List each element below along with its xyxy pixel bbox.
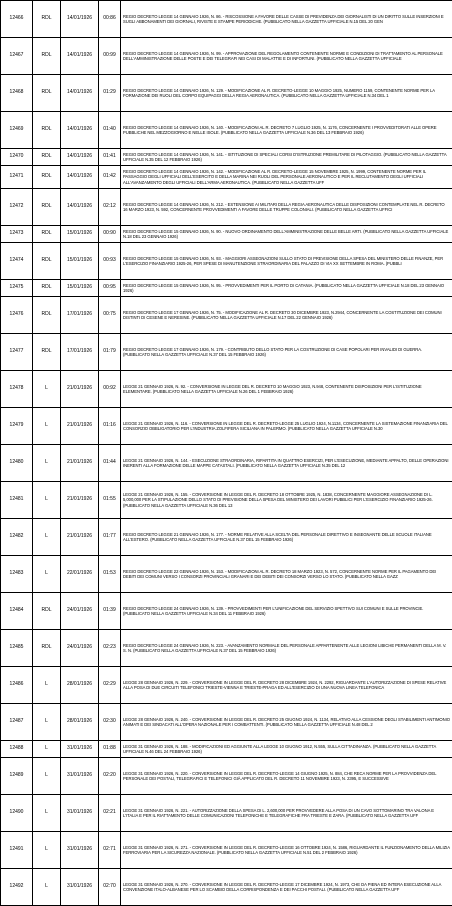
act-description: REGIO DECRETO LEGGE 14 GENNAIO 1926, N. 86. - RISCOSSIONE A FAVORE DELLE CASSE DI PREVIDENZA DEI GIORNALISTI DI UN DIRITTO SULLE INSERZIONI E SUGLI ABBONAMENTI DEI GIORNALI, RIVISTE E STAMPE PERIODICHE. (PUBBLICATO NELLA GAZZETTA UFFICIALE N.15 DEL 20 GEN (121, 1, 452, 38)
act-type: L (33, 408, 61, 445)
act-date: 24/01/1926 (61, 630, 99, 667)
row-number: 12483 (1, 556, 33, 593)
act-type: RDL (33, 38, 61, 75)
act-date: 21/01/1926 (61, 519, 99, 556)
act-type: L (33, 556, 61, 593)
act-page: 02:21 (99, 795, 121, 832)
act-page: 02:29 (99, 667, 121, 704)
act-page: 02:23 (99, 630, 121, 667)
table-row (1, 758, 452, 795)
table-row (1, 832, 452, 869)
table-row (1, 334, 452, 371)
act-page: 01:16 (99, 408, 121, 445)
act-date: 14/01/1926 (61, 149, 99, 166)
act-description: REGIO DECRETO LEGGE 15 GENNAIO 1926, N. 93. - MAGGIORI ASSEGNAZIONI SULLO STATO DI PREVISIONE DELLA SPESA DEL MINISTERO DELLE FINANZE, PER L'ESERCIZIO FINANZIARIO 1925-26, PER SPESE DI MANUTENZIONE STRAORDINARIA DEL PALAZZO DI VIA XX SETTEMBRE IN ROMA. (PUBBLI (121, 243, 452, 280)
act-description: LEGGE 21 GENNAIO 1926, N. 116. - CONVERSIONE IN LEGGE DEL R. DECRETO-LEGGE 25 LUGLIO 1924, N.1134, CONCERNENTE LA SISTEMAZIONE FINANZIARIA DEL CONSORZIO OBBLIGATORIO PER L'INDUSTRIA ZOLFIFERA SICILIANA IN PALERMO. (PUBBLICATO NELLA GAZZETTA UFFICIALE N.30 (121, 408, 452, 445)
row-number: 12471 (1, 166, 33, 189)
table-row (1, 371, 452, 408)
act-type: L (33, 741, 61, 758)
act-page: 00:90 (99, 226, 121, 243)
act-type: RDL (33, 297, 61, 334)
act-description: REGIO DECRETO LEGGE 14 GENNAIO 1926, N. 129. - MODIFICAZIONE AL R. DECRETO-LEGGE 10 MAGGIO 1925, NUMERO 1159, CONTENENTE NORME PER LA FORMAZIONE DEI RUOLI DEL CORPO EQUIPAGGI DELLA REGIA AERONAUTICA. (PUBBLICATO NELLA GAZZETTA UFFICIALE N.34 DEL 1 (121, 75, 452, 112)
table-row (1, 630, 452, 667)
act-date: 21/01/1926 (61, 482, 99, 519)
act-date: 31/01/1926 (61, 741, 99, 758)
act-date: 28/01/1926 (61, 704, 99, 741)
act-type: L (33, 869, 61, 906)
act-description: LEGGE 21 GENNAIO 1926, N. 144. - ESECUZIONE STRAORDINARIA, RIPARTITA IN QUATTRO ESERCIZI, PER L'ESECUZIONE, MEDIANTE APPALTO, DELLE OPERAZIONI INERENTI ALLA FORMAZIONE DELLE MAPPE CATASTALI. (PUBBLICATO NELLA GAZZETTA UFFICIALE N.35 DEL 12 (121, 445, 452, 482)
act-type: RDL (33, 166, 61, 189)
act-date: 28/01/1926 (61, 667, 99, 704)
act-page: 01:77 (99, 519, 121, 556)
act-page: 01:41 (99, 149, 121, 166)
table-row (1, 445, 452, 482)
act-date: 14/01/1926 (61, 75, 99, 112)
row-number: 12491 (1, 832, 33, 869)
act-type: RDL (33, 226, 61, 243)
act-type: L (33, 832, 61, 869)
act-type: L (33, 704, 61, 741)
act-date: 21/01/1926 (61, 408, 99, 445)
row-number: 12470 (1, 149, 33, 166)
act-page: 02:70 (99, 869, 121, 906)
table-row (1, 38, 452, 75)
row-number: 12488 (1, 741, 33, 758)
row-number: 12482 (1, 519, 33, 556)
row-number: 12480 (1, 445, 33, 482)
row-number: 12474 (1, 243, 33, 280)
table-body (1, 1, 452, 906)
table-row (1, 189, 452, 226)
act-type: RDL (33, 1, 61, 38)
act-page: 01:44 (99, 445, 121, 482)
act-date: 14/01/1926 (61, 112, 99, 149)
act-description: LEGGE 31 GENNAIO 1926, N. 220. - CONVERSIONE IN LEGGE DEL R. DECRETO-LEGGE 14 GIUGNO 1925, N. 884, CHE RECA NORME PER LA PROVVIDENZA DEL PERSONALE DEI POSTALI, TELEGRAFICI E TELEFONICI GIÀ APPLICATO DEL R. DECRETO 11 NOVEMBRE 1923, N. 2395, E SUCCESSIVE (121, 758, 452, 795)
act-date: 21/01/1926 (61, 371, 99, 408)
table-row (1, 795, 452, 832)
act-page: 01:40 (99, 112, 121, 149)
act-type: RDL (33, 280, 61, 297)
row-number: 12475 (1, 280, 33, 297)
act-description: REGIO DECRETO LEGGE 17 GENNAIO 1926, N. 75. - MODIFICAZIONE AL R. DECRETO 30 DICEMBRE 1923, N.2944, CONCERNENTE LA COSTITUZIONE DEI COMUNI DISTINTI DI CESENE E NERESINE. (PUBBLICATO NELLA GAZZETTA UFFICIALE N.17 DEL 22 GENNAIO 1926) (121, 297, 452, 334)
table-row (1, 869, 452, 906)
row-number: 12466 (1, 1, 33, 38)
act-page: 01:88 (99, 741, 121, 758)
row-number: 12484 (1, 593, 33, 630)
act-type: RDL (33, 75, 61, 112)
act-type: RDL (33, 189, 61, 226)
act-description: REGIO DECRETO LEGGE 14 GENNAIO 1926, N. 140. - MODIFICAZIONI AL R. DECRETO 7 LUGLIO 1925, N. 1176, CONCERNENTE I PROVVEDITORATI ALLE OPERE PUBBLICHE NEL MEZZOGIORNO E NELLE ISOLE. (PUBBLICATO NELLA GAZZETTA UFFICIALE N.36 DEL 13 FEBBRAIO 1926) (121, 112, 452, 149)
row-number: 12492 (1, 869, 33, 906)
act-date: 21/01/1926 (61, 445, 99, 482)
row-number: 12468 (1, 75, 33, 112)
act-type: L (33, 667, 61, 704)
act-date: 14/01/1926 (61, 166, 99, 189)
row-number: 12477 (1, 334, 33, 371)
row-number: 12486 (1, 667, 33, 704)
act-description: REGIO DECRETO LEGGE 24 GENNAIO 1926, N. 139. - PROVVEDIMENTI PER L'UNIFICAZIONE DEL SERVIZIO SPETTIVO SUI COMUNI E SULLE PROVINCIE. (PUBBLICATO NELLA GAZZETTA UFFICIALE N.34 DEL 11 FEBBRAIO 1926) (121, 593, 452, 630)
row-number: 12479 (1, 408, 33, 445)
table-row (1, 556, 452, 593)
act-description: REGIO DECRETO LEGGE 15 GENNAIO 1926, N. 90. - NUOVO ORDINAMENTO DELL'AMMINISTRAZIONE DELLE BELLE ARTI. (PUBBLICATO NELLA GAZZETTA UFFICIALE N.18 DEL 23 GENNAIO 1926) (121, 226, 452, 243)
act-page: 00:99 (99, 38, 121, 75)
table-row (1, 408, 452, 445)
row-number: 12473 (1, 226, 33, 243)
table-row (1, 280, 452, 297)
act-description: LEGGE 28 GENNAIO 1926, N. 240. - CONVERSIONE IN LEGGE DEL R. DECRETO 25 GIUGNO 1924, N. 1134, RELATIVO ALLA CESSIONE DEGLI STABILIMENTI ANTIMONIO ANIMATI E DEI SINDACATI ALL'OPERA NAZIONALE PER I COMBATTENTI. (PUBBLICATO NELLA GAZZETTA UFFICIALE N.48 DEL 2 (121, 704, 452, 741)
act-date: 31/01/1926 (61, 869, 99, 906)
act-date: 14/01/1926 (61, 189, 99, 226)
act-description: LEGGE 28 GENNAIO 1926, N. 229. - CONVERSIONE IN LEGGE DEL R. DECRETO 28 DICEMBRE 1924, N. 2292, RIGUARDANTE L'AUTORIZZAZIONE DI SPESE RELATIVE ALLA POSA DI DUE CIRCUITI TELEFONICI TRIESTE-VIENNA E TRIESTE-PRAGA ED ALL'ESERCIZIO DI UNA NUOVA LINEA TELEFONICA (121, 667, 452, 704)
act-date: 14/01/1926 (61, 38, 99, 75)
act-page: 02:12 (99, 189, 121, 226)
act-date: 15/01/1926 (61, 280, 99, 297)
act-page: 01:29 (99, 75, 121, 112)
act-description: REGIO DECRETO LEGGE 14 GENNAIO 1926, N. 142. - MODIFICAZIONE AL R. DECRETO-LEGGE 15 NOVEMBRE 1925, N. 1999, CONTENENTE NORME PER IL PASSAGGIO DEGLI UFFICIALI DELL'ESERCITO E DELLA MARINA NEI RUOLI DEL PERSONALE AERONAUTICO E PER IL RECLUTAMENTO DEGLI UFFICIALI ALL'AVANZAMENTO DEGLI UFFICIALI DELL'ARMA AERONAUTICA. (PUBBLICATO NELLA GAZZETTA UFF (121, 166, 452, 189)
row-number: 12478 (1, 371, 33, 408)
table-row (1, 1, 452, 38)
act-type: RDL (33, 243, 61, 280)
act-description: LEGGE 31 GENNAIO 1926, N. 221. - AUTORIZZAZIONE DELLA SPESA DI L. 2,600,000 PER PROVVEDERE ALLA POSA DI UN CAVO SOTTOMARINO TRA VALONA E L'ITALIA E PER IL RIATTAMENTO DELLE COMUNICAZIONI TELEFONICHE E TELEGRAFICHE FRA TRIESTE E ZARA. (PUBBLICATO NELLA GAZZETTA UFF (121, 795, 452, 832)
table-row (1, 166, 452, 189)
act-description: REGIO DECRETO LEGGE 14 GENNAIO 1926, N. 212. - ESTENSIONE AI MILITARI DELLA REGIA AERONAUTICA DELLE DISPOSIZIONI CONTEMPLATE NEL R. DECRETO 16 MARZO 1923, N. 592, CONCERNENTE PROVVEDIMENTI A FAVORE DELLE TRUPPE COLONIALI. (PUBBLICATO NELLA GAZZETTA UFFICI (121, 189, 452, 226)
row-number: 12481 (1, 482, 33, 519)
table-row (1, 297, 452, 334)
act-date: 17/01/1926 (61, 297, 99, 334)
act-description: LEGGE 21 GENNAIO 1926, N. 92. - CONVERSIONE IN LEGGE DEL R. DECRETO 10 MAGGIO 1923, N.948, CONTENENTE DISPOSIZIONI PER L'ISTITUZIONE ELEMENTARE. (PUBBLICATO NELLA GAZZETTA UFFICIALE N.26 DEL 1 FEBBRAIO 1926) (121, 371, 452, 408)
act-type: L (33, 445, 61, 482)
act-page: 00:92 (99, 371, 121, 408)
act-type: L (33, 519, 61, 556)
act-page: 01:42 (99, 166, 121, 189)
table-row (1, 593, 452, 630)
act-description: LEGGE 31 GENNAIO 1926, N. 271. - CONVERSIONE IN LEGGE DEL R. DECRETO-LEGGE 16 OTTOBRE 1924, N. 1586, RIGUARDANTE IL FUNZIONAMENTO DELLA MILIZIA FERROVIARIA PER LA SICUREZZA NAZIONALE. (PUBBLICATO NELLA GAZZETTA UFFICIALE N.51 DEL 2 FEBBRAIO 1926) (121, 832, 452, 869)
row-number: 12487 (1, 704, 33, 741)
table-row (1, 243, 452, 280)
act-description: LEGGE 31 GENNAIO 1926, N. 270. - CONVERSIONE IN LEGGE DEL R. DECRETO-LEGGE 17 DICEMBRE 1924, N. 1973, CHE DA PIENA ED INTERA ESECUZIONE ALLA CONVENZIONE ITALO-ALBANESE PER LO SCAMBIO DELLA CORRISPONDENZA E DEI PACCHI POSTALI. (PUBBLICATO NELLA GAZZETTA UFF (121, 869, 452, 906)
act-date: 31/01/1926 (61, 758, 99, 795)
act-type: L (33, 795, 61, 832)
act-page: 00:86 (99, 1, 121, 38)
act-type: L (33, 758, 61, 795)
act-page: 01:55 (99, 482, 121, 519)
act-description: REGIO DECRETO LEGGE 24 GENNAIO 1926, N. 223. - AVANZAMENTO NORMALE DEL PERSONALE APPARTENENTE ALLE LEGIONI LIBICHE PERMANENTI DELLA M. V. S. N. (PUBBLICATO NELLA GAZZETTA UFFICIALE N.37 DEL 15 FEBBRAIO 1926) (121, 630, 452, 667)
table-row (1, 112, 452, 149)
table-row (1, 741, 452, 758)
act-type: RDL (33, 334, 61, 371)
table-row (1, 519, 452, 556)
act-date: 17/01/1926 (61, 334, 99, 371)
act-description: REGIO DECRETO LEGGE 15 GENNAIO 1926, N. 95. - PROVVEDIMENTI PER IL PORTO DI CATANIA. (PUBBLICATO NELLA GAZZETTA UFFICIALE N.18 DEL 23 GENNAIO 1926) (121, 280, 452, 297)
act-page: 01:79 (99, 334, 121, 371)
act-type: RDL (33, 149, 61, 166)
act-description: REGIO DECRETO LEGGE 14 GENNAIO 1926, N. 99. - APPROVAZIONE DEL REGOLAMENTO CONTENENTE NORME E CONDIZIONI DI TRATTAMENTO AL PERSONALE DELL'AMMINISTRAZIONE DELLE POSTE E DEI TELEGRAFI NEI CASI DI MALATTIE E DI INFORTUNI. (PUBBLICATO NELLA GAZZETTA UFFICIALE (121, 38, 452, 75)
act-page: 02:30 (99, 704, 121, 741)
act-page: 02:20 (99, 758, 121, 795)
row-number: 12467 (1, 38, 33, 75)
act-date: 22/01/1926 (61, 556, 99, 593)
act-type: L (33, 482, 61, 519)
act-description: REGIO DECRETO LEGGE 14 GENNAIO 1926, N. 141. - ISTITUZIONE DI SPECIALI CORSI D'ISTRUZIONE PREMILITARE DI PILOTAGGIO. (PUBBLICATO NELLA GAZZETTA UFFICIALE N.35 DEL 12 FEBBRAIO 1926) (121, 149, 452, 166)
act-page: 01:53 (99, 556, 121, 593)
act-page: 01:39 (99, 593, 121, 630)
act-date: 31/01/1926 (61, 832, 99, 869)
act-date: 15/01/1926 (61, 243, 99, 280)
act-page: 00:75 (99, 297, 121, 334)
table-row (1, 226, 452, 243)
row-number: 12485 (1, 630, 33, 667)
act-page: 00:93 (99, 243, 121, 280)
act-date: 24/01/1926 (61, 593, 99, 630)
act-description: REGIO DECRETO LEGGE 22 GENNAIO 1926, N. 153. - MODIFICAZIONI AL R. DECRETO 18 MARZO 1923, N. 572, CONCERNENTE NORME PER IL PAGAMENTO DEI DEBITI DEI COMUNI VERSO I CONSORZI PROVINCIALI GRANARI E DEI DEBITI DEI CONSORZI VERSO LO STATO. (PUBBLICATO NELLA GAZZ (121, 556, 452, 593)
act-type: RDL (33, 112, 61, 149)
act-description: LEGGE 31 GENNAIO 1926, N. 188. - MODIFICAZIONI ED AGGIUNTE ALLA LEGGE 10 GIUGNO 1912, N.555, SULLA CITTADINANZA. (PUBBLICATO NELLA GAZZETTA UFFICIALE N.46 DEL 24 FEBBRAIO 1926) (121, 741, 452, 758)
act-type: RDL (33, 630, 61, 667)
act-page: 00:95 (99, 280, 121, 297)
act-type: L (33, 371, 61, 408)
act-date: 31/01/1926 (61, 795, 99, 832)
row-number: 12469 (1, 112, 33, 149)
act-description: REGIO DECRETO LEGGE 21 GENNAIO 1926, N. 177. - NORME RELATIVE ALLA SCELTA DEL PERSONALE DIRETTIVO E INSEGNANTE DELLE SCUOLE ITALIANE ALL'ESTERO. (PUBBLICATO NELLA GAZZETTA UFFICIALE N.37 DEL 15 FEBBRAIO 1926) (121, 519, 452, 556)
act-page: 02:71 (99, 832, 121, 869)
table-row (1, 149, 452, 166)
table-row (1, 667, 452, 704)
table-row (1, 75, 452, 112)
table-row (1, 704, 452, 741)
act-description: LEGGE 21 GENNAIO 1926, N. 155. - CONVERSIONE IN LEGGE DEL R. DECRETO 18 OTTOBRE 1925, N. 1838, CONCERNENTE MAGGIORE ASSEGNAZIONE DI L. 5,000,000 PER LA STIPULAZIONE DELLO STATO DI PREVISIONE DELLA SPESA DEL MINISTERO DEI LAVORI PUBBLICI PER L'ESERCIZIO FINANZIARIO 1925-26. (PUBBLICATO NELLA GAZZETTA UFFICIALE N.36 DEL 13 (121, 482, 452, 519)
row-number: 12472 (1, 189, 33, 226)
row-number: 12489 (1, 758, 33, 795)
act-type: RDL (33, 593, 61, 630)
row-number: 12490 (1, 795, 33, 832)
act-date: 15/01/1926 (61, 226, 99, 243)
act-description: REGIO DECRETO LEGGE 17 GENNAIO 1926, N. 179. - CONTRIBUTO DELLO STATO PER LA COSTRUZIONE DI CASE POPOLARI PER INVALIDI DI GUERRA. (PUBBLICATO NELLA GAZZETTA UFFICIALE N.37 DEL 15 FEBBRAIO 1926) (121, 334, 452, 371)
table-row (1, 482, 452, 519)
row-number: 12476 (1, 297, 33, 334)
act-date: 14/01/1926 (61, 1, 99, 38)
